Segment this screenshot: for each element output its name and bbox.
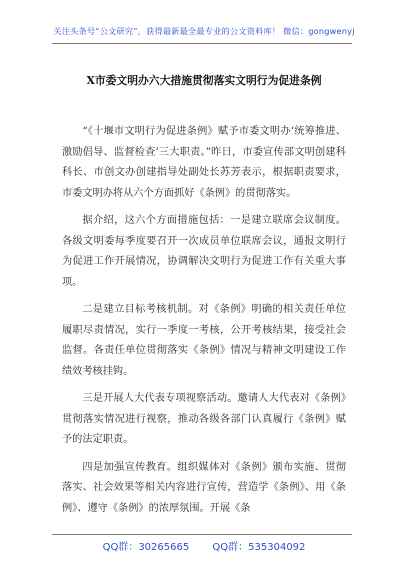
document-title: X市委文明办六大措施贯彻落实文明行为促进条例 [86,74,322,87]
header-divider [52,43,352,44]
document-body [62,122,346,526]
header-banner: 关注头条号“公文研究”，获得最新最全最专业的公文资料库！ 微信：gongwenyj [53,26,355,36]
paragraph-2: 据介绍，这六个方面措施包括：一是建立联席会议制度。各级文明委每季度要召开一次成员单位联席会议，通报文明行为促进工作开展情况，协调解决文明行为促进工作有关重大事项。 [62,215,346,288]
footer-divider [52,534,352,535]
paragraph-1: “《十堰市文明行为促进条例》赋予市委文明办‘统筹推进、激励倡导、监督检查’三大职责。”昨日，市委宣传部文明创建科科长、市创文办创建指导处副处长苏芳表示，根据职责要求，市委文明办将从六个方面抓好《条例》的贯彻落实。 [62,126,346,199]
footer-qq-group-1: QQ群：30265665 [102,542,190,553]
paragraph-5: 四是加强宣传教育。组织媒体对《条例》颁布实施、贯彻落实、社会效果等相关内容进行宣传，营造学《条例》、用《条例》、遵守《条例》的浓厚氛围。开展《条 [62,461,346,514]
footer-qq-group-2: QQ群：535304092 [212,542,306,553]
paragraph-4: 三是开展人大代表专项视察活动。邀请人大代表对《条例》贯彻落实情况进行视察，推动各级各部门认真履行《条例》赋予的法定职责。 [62,393,346,445]
footer [0,538,408,553]
paragraph-3: 二是建立目标考核机制。对《条例》明确的相关责任单位履职尽责情况，实行一季度一考核，公开考核结果，接受社会监督。各责任单位贯彻落实《条例》情况与精神文明建设工作绩效考核挂钩。 [62,304,346,377]
